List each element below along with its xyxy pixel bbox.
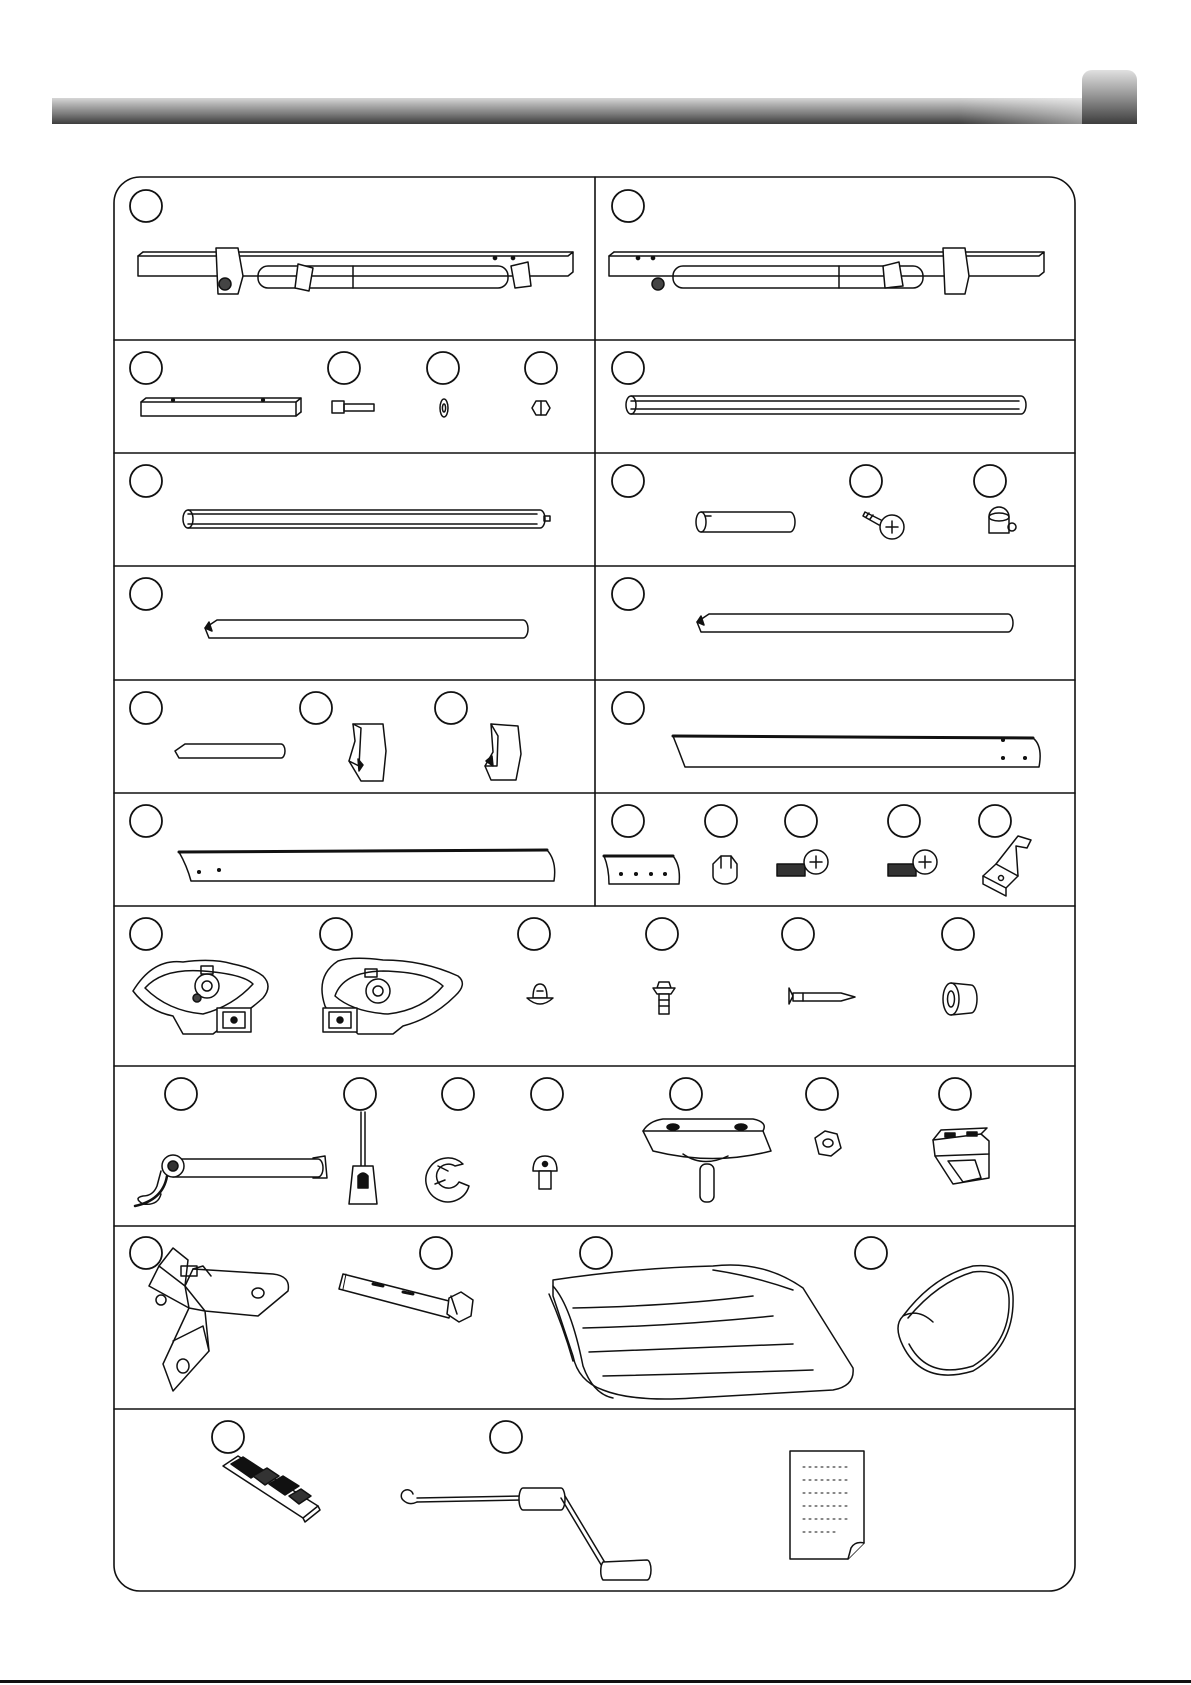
roller-tube: [183, 510, 550, 528]
pin-clip: [349, 1112, 377, 1204]
fabric-canopy: [549, 1265, 853, 1399]
item-marker: [328, 352, 360, 384]
item-marker: [130, 692, 162, 724]
long-screw: [789, 988, 855, 1004]
gear-crank-assembly: [135, 1155, 327, 1206]
flat-head-screw: [888, 850, 937, 876]
remote-control: [223, 1456, 320, 1522]
item-marker: [612, 692, 644, 724]
item-marker: [855, 1237, 887, 1269]
item-marker: [442, 1078, 474, 1110]
item-marker: [344, 1078, 376, 1110]
item-markers: [130, 190, 1011, 1453]
item-marker: [420, 1237, 452, 1269]
item-marker: [130, 1237, 162, 1269]
page-bottom-rule: [0, 1680, 1191, 1683]
end-cap: [989, 507, 1016, 533]
item-marker: [130, 578, 162, 610]
front-bar-profile: [179, 850, 555, 881]
item-marker: [612, 578, 644, 610]
page-tab: [1082, 70, 1137, 124]
item-marker: [130, 805, 162, 837]
nut: [532, 401, 550, 415]
short-arm-tube: [175, 744, 285, 758]
bracket: [983, 836, 1031, 896]
long-tube: [626, 396, 1026, 414]
item-marker: [806, 1078, 838, 1110]
item-marker: [130, 190, 162, 222]
swivel-bracket: [643, 1119, 771, 1202]
item-marker: [212, 1421, 244, 1453]
item-marker: [939, 1078, 971, 1110]
item-marker: [942, 918, 974, 950]
item-marker: [531, 1078, 563, 1110]
item-marker: [974, 465, 1006, 497]
item-marker: [646, 918, 678, 950]
item-marker: [785, 805, 817, 837]
item-marker: [670, 1078, 702, 1110]
end-plate-left: [349, 724, 386, 781]
cap-nut: [713, 856, 737, 884]
mounting-block: [933, 1128, 989, 1184]
rivet: [527, 984, 553, 1004]
parts-list-frame: [113, 176, 1076, 1592]
item-marker: [300, 692, 332, 724]
bolt: [332, 401, 374, 413]
item-marker: [525, 352, 557, 384]
button-bolt: [533, 1156, 557, 1189]
item-marker: [612, 352, 644, 384]
expansion-anchor: [339, 1274, 473, 1322]
item-marker: [165, 1078, 197, 1110]
item-marker: [130, 465, 162, 497]
instruction-sheet: [790, 1451, 864, 1559]
short-profile: [604, 856, 679, 884]
item-marker: [435, 692, 467, 724]
front-arm-tube: [205, 620, 528, 638]
item-marker: [130, 352, 162, 384]
flange-bolt: [653, 982, 675, 1014]
short-square-bar: [141, 398, 301, 416]
item-marker: [979, 805, 1011, 837]
item-marker: [427, 352, 459, 384]
front-profile-right: [609, 248, 1044, 294]
wall-bracket: [149, 1248, 288, 1391]
item-marker: [320, 918, 352, 950]
item-marker: [130, 918, 162, 950]
end-cap-plate-right: [322, 958, 462, 1034]
item-marker: [888, 805, 920, 837]
item-marker: [612, 190, 644, 222]
item-marker: [490, 1421, 522, 1453]
item-marker: [580, 1237, 612, 1269]
item-marker: [782, 918, 814, 950]
end-plate-right: [485, 724, 521, 780]
item-marker: [850, 465, 882, 497]
crank-handle: [401, 1488, 651, 1580]
e-clip: [426, 1158, 469, 1202]
short-connector-tube: [696, 512, 795, 532]
front-profile-left: [138, 248, 573, 294]
header-bar-highlight: [52, 98, 1082, 124]
item-marker: [612, 465, 644, 497]
bushing: [943, 983, 977, 1015]
item-marker: [612, 805, 644, 837]
self-tapping-screw: [863, 512, 904, 539]
cord: [898, 1266, 1013, 1376]
rear-arm-tube: [697, 614, 1013, 632]
machine-screw: [777, 850, 828, 876]
long-front-bar: [673, 736, 1040, 767]
item-marker: [705, 805, 737, 837]
washer: [440, 399, 448, 417]
lock-nut: [815, 1131, 841, 1156]
item-marker: [518, 918, 550, 950]
end-cap-plate-left: [133, 960, 268, 1034]
